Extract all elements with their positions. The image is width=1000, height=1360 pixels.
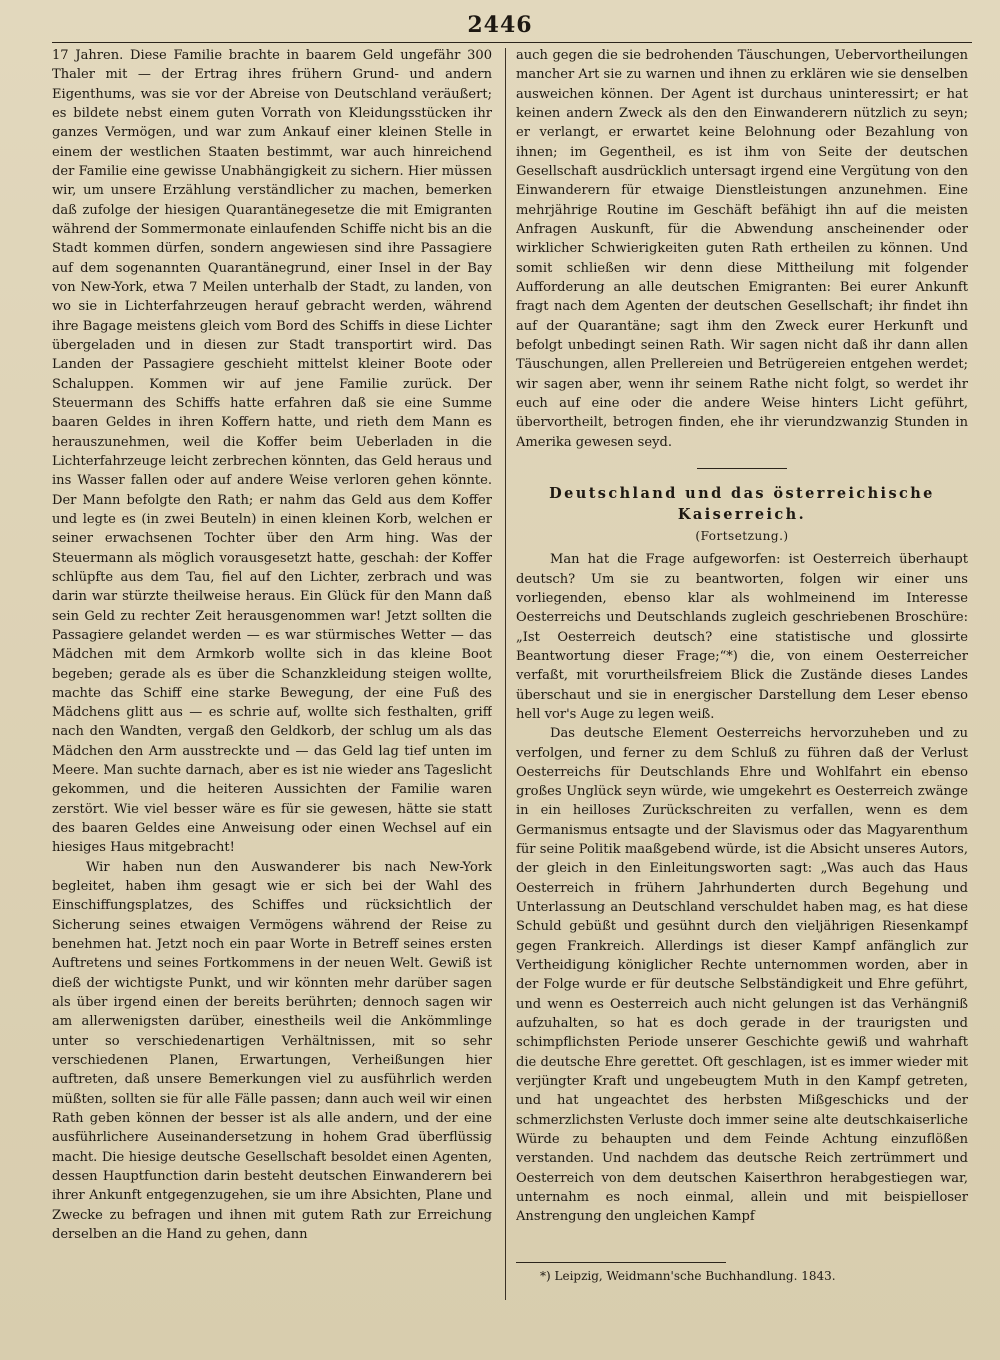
page-number: 2446 [467, 12, 533, 38]
footnote-rule [516, 1262, 726, 1263]
right-paragraph-2: Man hat die Frage aufgeworfen: ist Oesterreich überhaupt deutsch? Um sie zu beantworten, folgen wir einer uns vorliegenden, ebenso klar als wohlmeinend im Interesse Oesterreichs und Deutschlands zugleich geschriebenen Broschüre: „Ist Oesterreich deutsch? eine statistische und glossirte Beantwortung dieser Frage;“*) die, von einem Oesterreicher verfaßt, mit vorurtheilsfreiem Blick die Zustände dieses Landes überschaut und sie in energischer Darstellung dem Leser ebenso hell vor's Auge zu legen weiß. [516, 552, 968, 722]
section-title: Deutschland und das österreichische Kaiserreich. [549, 484, 935, 523]
left-column [52, 46, 492, 1301]
continuation-note: (Fortsetzung.) [695, 528, 789, 543]
right-column [516, 46, 968, 1301]
left-paragraph-2: Wir haben nun den Auswanderer bis nach New-York begleitet, haben ihm gesagt wie er sich bei der Wahl des Einschiffungsplatzes, des Schiffes und rücksichtlich der Sicherung seines etwaigen Vermögens während der Reise zu benehmen hat. Jetzt noch ein paar Worte in Betreff seines ersten Auftretens und seines Fortkommens in der neuen Welt. Gewiß ist dieß der wichtigste Punkt, und wir könnten mehr darüber sagen als über irgend einen der bereits berührten; dennoch sagen wir am allerwenigsten darüber, einestheils weil die Ankömmlinge unter so verschiedenartigen Verhältnissen, mit so sehr verschiedenen Planen, Erwartungen, Verheißungen hier auftreten, daß unsere Bemerkungen viel zu ausführlich werden müßten, sollten sie für alle Fälle passen; dann auch weil wir einen Rath geben können der besser ist als alle andern, und der eine ausführlichere Auseinandersetzung in hohem Grad überflüssig macht. Die hiesige deutsche Gesellschaft besoldet einen Agenten, dessen Hauptfunction darin besteht deutschen Einwanderern bei ihrer Ankunft entgegenzugehen, sie um ihre Absichten, Plane und Zwecke zu befragen und ihnen mit gutem Rath zur Erreichung derselben an die Hand zu gehen, dann [52, 859, 492, 1243]
header-rule [52, 42, 972, 43]
right-paragraph-1: auch gegen die sie bedrohenden Täuschungen, Uebervortheilungen mancher Art sie zu warnen und ihnen zu erklären wie sie denselben ausweichen können. Der Agent ist durchaus uninteressirt; er hat keinen andern Zweck als den den Einwanderern nützlich zu seyn; er verlangt, er erwartet keine Belohnung oder Bezahlung von ihnen; im Gegentheil, es ist ihm von Seite der deutschen Gesellschaft ausdrücklich untersagt irgend eine Vergütung von den Einwanderern für etwaige Dienstleistungen anzunehmen. Eine mehrjährige Routine im Geschäft befähigt ihn auf die meisten Anfragen Auskunft, für die Abwendung anscheinender oder wirklicher Schwierigkeiten guten Rath ertheilen zu können. Und somit schließen wir denn diese Mittheilung mit folgender Aufforderung an alle deutschen Emigranten: Bei eurer Ankunft fragt nach dem Agenten der deutschen Gesellschaft; ihr findet ihn auf der Quarantäne; sagt ihm den Zweck eurer Herkunft und befolgt unbedingt seinen Rath. Wir sagen nicht daß ihr dann allen Täuschungen, allen Prellereien und Betrügereien entgehen werdet; wir sagen aber, wenn ihr seinem Rathe nicht folgt, so werdet ihr euch auf eine oder die andere Weise hinters Licht geführt, übervortheilt, betrogen finden, ehe ihr vierundzwanzig Stunden in Amerika gewesen seyd. [516, 48, 968, 450]
left-paragraph-1: 17 Jahren. Diese Familie brachte in baarem Geld ungefähr 300 Thaler mit — der Ertrag ihres frühern Grund- und andern Eigenthums, was sie vor der Abreise von Deutschland veräußert; es bildete nebst einem guten Vorrath von Kleidungsstücken ihr ganzes Vermögen, und war zum Ankauf einer kleinen Stelle in einem der westlichen Staaten bestimmt, war auch hinreichend der Familie eine gewisse Unabhängigkeit zu sichern. Hier müssen wir, um unsere Erzählung verständlicher zu machen, bemerken daß zufolge der hiesigen Quarantänegesetze die mit Emigranten während der Sommermonate einlaufenden Schiffe nicht bis an die Stadt kommen dürfen, sondern angewiesen sind ihre Passagiere auf dem sogenannten Quarantänegrund, einer Insel in der Bay von New-York, etwa 7 Meilen unterhalb der Stadt, zu landen, von wo sie in Lichterfahrzeugen herauf gebracht werden, während ihre Bagage meistens gleich vom Bord des Schiffs in diese Lichter übergeladen und in diesen zur Stadt transportirt wird. Das Landen der Passagiere geschieht mittelst kleiner Boote oder Schaluppen. Kommen wir auf jene Familie zurück. Der Steuermann des Schiffs hatte erfahren daß sie eine Summe baaren Geldes in ihren Koffern hatte, und rieth dem Mann es herauszunehmen, weil die Koffer beim Ueberladen in die Lichterfahrzeuge leicht zerbrechen könnten, das Geld heraus und ins Wasser fallen oder auf andere Weise verloren gehen könnte. Der Mann befolgte den Rath; er nahm das Geld aus dem Koffer und legte es (in zwei Beuteln) in einen kleinen Korb, welchen er seiner erwachsenen Tochter über den Arm hing. Was der Steuermann als möglich vorausgesetzt hatte, geschah: der Koffer schlüpfte aus dem Tau, fiel auf den Lichter, zerbrach und was darin war stürzte theilweise heraus. Ein Glück für den Mann daß sein Geld zu rechter Zeit herausgenommen war! Jetzt sollten die Passagiere gelandet werden — es war stürmisches Wetter — das Mädchen mit dem Armkorb wollte sich in das kleine Boot begeben; gerade als es über die Schanzkleidung steigen wollte, machte das Schiff eine starke Bewegung, der eine Fuß des Mädchens glitt aus — es schrie auf, wollte sich festhalten, griff nach den Wandten, vergaß den Geldkorb, der schlug um als das Mädchen den Arm ausstreckte und — das Geld lag tief unten im Meere. Man suchte darnach, aber es ist nie wieder ans Tageslicht gekommen, und die heiteren Aussichten der Familie waren zerstört. Wie viel besser wäre es für sie gewesen, hätte sie statt des baaren Geldes eine Anweisung oder einen Wechsel auf ein hiesiges Haus mitgebracht! [52, 48, 492, 856]
column-divider [505, 48, 506, 1300]
right-paragraph-3: Das deutsche Element Oesterreichs hervorzuheben und zu verfolgen, und ferner zu dem Schluß zu führen daß der Verlust Oesterreichs für Deutschlands Ehre und Wohlfahrt ein ebenso großes Unglück seyn würde, wie umgekehrt es Oesterreich zwänge in ein heilloses Zurückschreiten zu verfallen, wenn es dem Germanismus entsagte und der Slavismus oder das Magyarenthum für seine Politik maaßgebend würde, ist die Absicht unseres Autors, der gleich in den Einleitungsworten sagt: „Was auch das Haus Oesterreich in frühern Jahrhunderten durch Begehung und Unterlassung an Deutschland verschuldet haben mag, es hat diese Schuld gebüßt und gesühnt durch den vieljährigen Riesenkampf gegen Frankreich. Allerdings ist dieser Kampf anfänglich zur Vertheidigung königlicher Rechte unternommen worden, aber in der Folge wurde er für deutsche Selbständigkeit und Ehre geführt, und wenn es Oesterreich auch nicht gelungen ist das Verhängniß aufzuhalten, so hat es doch gerade in der traurigsten und schimpflichsten Periode unserer Geschichte gewiß und wahrhaft die deutsche Ehre gerettet. Oft geschlagen, ist es immer wieder mit verjüngter Kraft und ungebeugtem Muth in den Kampf getreten, und hat ungeachtet des herbsten Mißgeschicks und der schmerzlichsten Verluste doch immer seine alte deutschkaiserliche Würde zu behaupten und dem Feinde Achtung einzuflößen verstanden. Und nachdem das deutsche Reich zertrümmert und Oesterreich von dem deutschen Kaiserthron herabgestiegen war, unternahm es noch einmal, allein und mit beispielloser Anstrengung den ungleichen Kampf [516, 726, 968, 1225]
section-separator [697, 468, 787, 469]
footnote: *) Leipzig, Weidmann'sche Buchhandlung. 1843. [540, 1269, 836, 1283]
